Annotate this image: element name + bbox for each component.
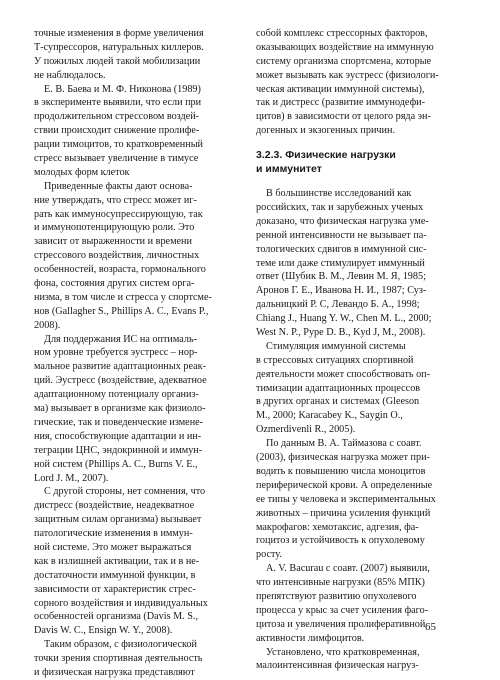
text-line: В большинстве исследований как bbox=[266, 188, 412, 200]
text-line: как в излишней активации, так и в не- bbox=[34, 555, 200, 567]
text-line: деятельности может способствовать оп- bbox=[256, 368, 431, 380]
text-line: препятствуют развитию опухолевого bbox=[256, 590, 417, 602]
text-line: Е. В. Баева и М. Ф. Никонова (1989) bbox=[44, 83, 201, 95]
text-line: может вызывать как эустресс (физиологи- bbox=[256, 69, 439, 81]
text-line: По данным В. А. Таймазова с соавт. bbox=[266, 438, 422, 450]
text-line: ния, способствующие адаптации и ин- bbox=[34, 430, 202, 442]
text-line: тимизации адаптационных процессов bbox=[256, 382, 421, 394]
text-line: патологические изменения в иммун- bbox=[34, 528, 193, 540]
text-line: цитоза и увеличения пролиферативной bbox=[256, 618, 426, 630]
text-line: так и дистресс (развитие иммунодефи- bbox=[256, 97, 426, 109]
text-line: дальницкий Р. С, Левандо Б. А., 1998; bbox=[256, 299, 420, 311]
page-number: 65 bbox=[425, 621, 436, 633]
text-line: Аронов Г. Е., Иванова Н. И., 1987; Суз- bbox=[256, 285, 427, 297]
text-line: водить к повышению числа моноцитов bbox=[256, 465, 426, 477]
text-line: процесса у крыс за счет усиления фаго- bbox=[256, 604, 429, 616]
text-line: Для поддержания ИС на оптималь- bbox=[44, 333, 197, 345]
text-line: малоинтенсивная физическая нагруз- bbox=[256, 660, 419, 672]
text-line: Приведенные факты дают основа- bbox=[44, 180, 193, 192]
text-line: M., 2000; Karacabey K., Saygin O., bbox=[256, 410, 403, 422]
text-line: активности лимфоцитов. bbox=[256, 632, 365, 644]
text-line: мальное развитие адаптационных реак- bbox=[34, 361, 206, 373]
text-line: тологических сдвигов в иммунной сис- bbox=[256, 243, 427, 255]
text-line: российских, так и зарубежных ученых bbox=[256, 202, 424, 214]
text-line: и иммунопотенцирующую роли. Это bbox=[34, 222, 195, 234]
text-line: в других органах и системах (Gleeson bbox=[256, 396, 420, 408]
text-line: собой комплекс стрессорных факторов, bbox=[256, 28, 428, 39]
text-line: теграции ЦНС, эндокринной и иммун- bbox=[34, 444, 203, 456]
text-line: росту. bbox=[256, 549, 282, 561]
section-gap bbox=[256, 138, 456, 149]
text-line: периферической крови. А определенные bbox=[256, 479, 433, 491]
text-line: ние утверждать, что стресс может иг- bbox=[34, 194, 197, 206]
text-line: Т-супрессоров, натуральных киллеров. bbox=[34, 41, 204, 53]
text-line: С другой стороны, нет сомнения, что bbox=[44, 486, 206, 498]
text-line: рации тимоцитов, то кратковременный bbox=[34, 139, 204, 151]
text-line: в стрессовых ситуациях спортивной bbox=[256, 354, 414, 366]
text-line: гоцитоз и устойчивость к опухолевому bbox=[256, 535, 425, 547]
text-line: ческая активации иммунной системы), bbox=[256, 83, 425, 95]
text-line: систему организма спортсмена, которые bbox=[256, 55, 432, 67]
text-line: ствии происходит снижение пролифе- bbox=[34, 125, 200, 137]
text-line: ренной интенсивности не вызывает па- bbox=[256, 229, 427, 241]
text-line: оказывающих воздействие на иммунную bbox=[256, 41, 434, 53]
section-gap bbox=[256, 176, 456, 187]
text-line: защитным силам организма) вызывает bbox=[34, 514, 202, 526]
text-line: ее типы у человека и экспериментальных bbox=[256, 493, 436, 505]
text-line: не наблюдалось. bbox=[34, 69, 106, 81]
text-line: Таким образом, с физиологической bbox=[44, 639, 197, 651]
text-line: в эксперименте выявили, что если при bbox=[34, 97, 202, 109]
text-line: (2003), физическая нагрузка может при- bbox=[256, 452, 430, 464]
text-line: ций. Эустресс (воздействие, адекватное bbox=[34, 375, 207, 387]
text-line: стресс вызывает увеличение в тимусе bbox=[34, 153, 199, 165]
section-heading-line-2: и иммунитет bbox=[256, 162, 322, 175]
text-line: Стимуляция иммунной системы bbox=[266, 340, 406, 352]
text-line: ном уровне требуется эустресс – нор- bbox=[34, 347, 198, 359]
text-line: стрессового воздействия, личностных bbox=[34, 250, 200, 262]
text-line: адаптационному потенциалу организ- bbox=[34, 389, 199, 401]
text-line: цитов) в зависимости от целого ряда эн- bbox=[256, 111, 431, 123]
text-line: молодых форм клеток bbox=[34, 166, 130, 178]
text-line: сорного воздействия и индивидуальных bbox=[34, 597, 208, 609]
section-heading-line-1: 3.2.3. Физические нагрузки bbox=[256, 149, 396, 162]
text-line: Lord J. M., 2007). bbox=[34, 472, 109, 484]
text-line: точные изменения в форме увеличения bbox=[34, 28, 204, 39]
text-line: 2008). bbox=[34, 319, 61, 331]
text-line: гические, так и поведенческие измене- bbox=[34, 416, 204, 428]
text-line: что интенсивные нагрузки (85% МПК) bbox=[256, 577, 425, 589]
text-line: зависит от выраженности и времени bbox=[34, 236, 192, 248]
text-line: ной систем (Phillips A. C., Burns V. E., bbox=[34, 458, 198, 470]
text-line: нов (Gallagher S., Phillips A. C., Evans P., bbox=[34, 305, 209, 317]
text-line: продолжительном стрессовом воздей- bbox=[34, 111, 200, 123]
text-line: особенностей, возраста, гормонального bbox=[34, 264, 206, 276]
right-column bbox=[256, 27, 456, 673]
text-line: точки зрения спортивная деятельность bbox=[34, 653, 203, 665]
text-line: достаточности иммунной функции, в bbox=[34, 569, 196, 581]
text-line: макрофагов: хемотаксис, адгезия, фа- bbox=[256, 521, 419, 533]
text-line: У пожилых людей такой мобилизации bbox=[34, 55, 201, 67]
text-line: Chiang J., Huang Y. W., Chen M. L., 2000; bbox=[256, 313, 432, 325]
text-line: ма) вызывает в организме как физиоло- bbox=[34, 403, 206, 415]
text-line: ответ (Шубик В. М., Левин М. Я, 1985; bbox=[256, 271, 426, 283]
text-line: Ozmerdivenli R., 2005). bbox=[256, 424, 356, 436]
left-column bbox=[34, 27, 234, 680]
text-line: животных – причина усиления функций bbox=[256, 507, 431, 519]
text-line: Davis W. C., Ensign W. Y., 2008). bbox=[34, 625, 173, 637]
text-line: фона, состояния других систем орга- bbox=[34, 278, 195, 290]
text-line: особенностей организма (Davis M. S., bbox=[34, 611, 199, 623]
text-line: дистресс (воздействие, неадекватное bbox=[34, 500, 195, 512]
text-line: A. V. Bacurau с соавт. (2007) выявили, bbox=[266, 563, 430, 575]
text-line: низма, в том числе и стресса у спортсме- bbox=[34, 291, 212, 303]
text-line: теме или даже стимулирует иммунный bbox=[256, 257, 425, 269]
text-line: зависимости от характеристик стрес- bbox=[34, 583, 196, 595]
text-line: доказано, что физическая нагрузка уме- bbox=[256, 215, 429, 227]
text-line: ной системе. Это может выражаться bbox=[34, 541, 192, 553]
right-column-body-text bbox=[256, 187, 456, 673]
text-line: и физическая нагрузка представляют bbox=[34, 666, 195, 678]
text-line: догенных и экзогенных причин. bbox=[256, 125, 396, 137]
section-heading bbox=[256, 149, 456, 176]
text-line: Установлено, что кратковременная, bbox=[266, 646, 420, 658]
text-line: рать как иммуносупрессирующую, так bbox=[34, 208, 203, 220]
text-line: West N. P., Pype D. B., Kyd J, M., 2008). bbox=[256, 327, 426, 339]
right-column-top-text bbox=[256, 27, 456, 138]
